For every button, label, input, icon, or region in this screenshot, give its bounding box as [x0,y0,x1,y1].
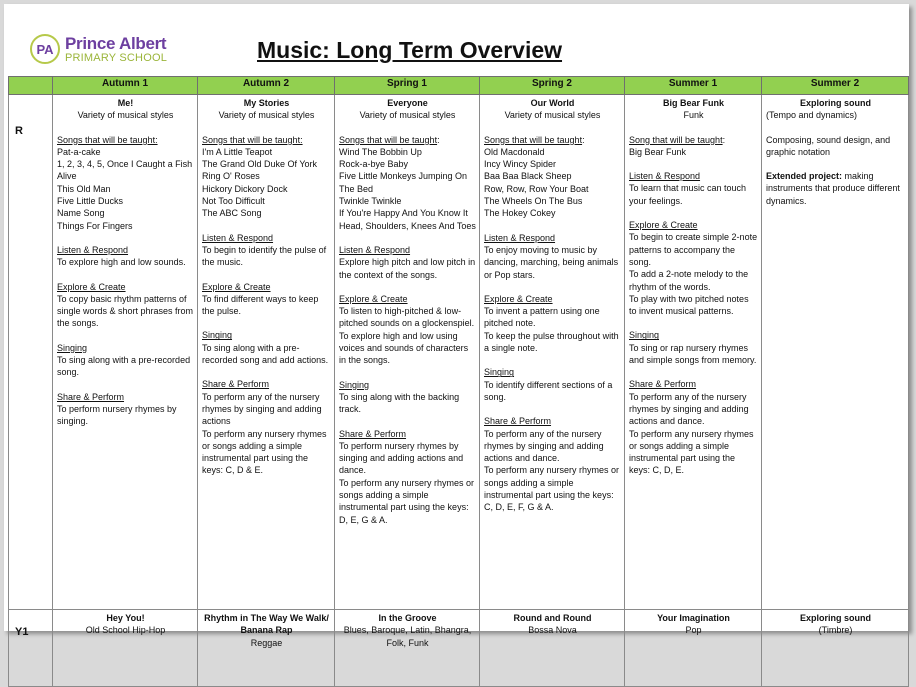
column-header-spring-1: Spring 1 [335,77,480,95]
text-line: To perform any of the nursery rhymes by singing and adding actions and dance. [484,428,604,464]
cell-y1-spring-1 [335,610,480,687]
unit-title: Big Bear Funk [662,98,724,108]
text-line: To sing along with a pre-recorded song. [57,355,191,378]
unit-title: Hey You! [106,613,145,623]
column-header-spring-2: Spring 2 [480,77,625,95]
text-line: Five Little Ducks [57,196,124,207]
cell-r-autumn-1 [53,95,198,610]
text-line: Baa Baa Black Sheep [484,171,572,182]
school-logo [30,34,167,64]
unit-title: In the Groove [378,613,437,623]
section-heading: Explore & Create [202,281,271,292]
unit-title: Exploring sound [800,613,871,623]
column-header-autumn-1: Autumn 1 [53,77,198,95]
text-line: To keep the pulse throughout with a single note. [484,330,619,354]
header-row [9,77,909,95]
text-line: Name Song [57,208,105,219]
cell-y1-autumn-1 [53,610,198,687]
text-line: To explore high and low using voices and sounds of characters in the songs. [339,330,469,366]
section-heading: Singing [339,379,370,390]
text-line: To perform nursery rhymes by singing and adding actions and dance. [339,440,464,476]
cell-r-spring-2: Our World Variety of musical styles Songs that will be taught: Old Macdonald Incy Wincy Spider Baa Baa Black Sheep Row, Row, Row Your Boat The Wheels On The Bus The Hokey Cokey Listen & Respond To enjoy moving to music by dancing, marching, being animals or Pop stars. Explore & Create To invent a pattern using one pitched note. To keep the pulse throughout with a single note. Singing To identify different sections of a song. Share & Perform To perform any of the nursery rhymes by singing and adding actions and dance. To perform any nursery rhymes or songs adding a simple instrumental part using the keys: C, D, E, F, G & A. [480,95,625,610]
unit-style: Pop [685,625,702,636]
text-line: The ABC Song [202,208,262,219]
text-line: To learn that music can touch your feelings. [629,183,747,206]
section-heading: Singing [484,367,515,378]
section-heading: Share & Perform [339,428,407,439]
document-page [4,4,909,648]
section-heading: Listen & Respond [629,171,701,182]
text-line: To sing along with a pre-recorded song and add actions. [202,342,329,366]
cell-r-summer-2 [762,95,909,610]
unit-style: Variety of musical styles [359,110,456,121]
section-heading: Listen & Respond [484,232,556,243]
section-heading: Explore & Create [629,220,698,231]
section-heading: Songs that will be taught: [202,134,303,145]
text-line: To perform any of the nursery rhymes by singing and adding actions [202,391,322,427]
cell-r-autumn-2 [198,95,335,610]
overview-table [8,76,909,687]
text-line: To perform any nursery rhymes or songs adding a simple instrumental part using the keys: C, D, E, F, G & A. [484,465,620,513]
cell-y1-summer-2 [762,610,909,687]
text-line: Things For Fingers [57,220,133,231]
unit-title: Round and Round [513,613,592,623]
unit-title: Exploring sound [800,98,871,108]
text-line: To perform any nursery rhymes or songs adding a simple instrumental part using the keys: C, D & E. [202,428,327,476]
cell-r-summer-1: Big Bear Funk Funk Song that will be taught: Big Bear Funk Listen & Respond To learn that music can touch your feelings. Explore & Create To begin to create simple 2-note patterns to accompany the song. To add a 2-note melody to the rhythm of the words. To play with two pitched notes to invent musical patterns. Singing To sing or rap nursery rhymes and simple songs from memory. Share & Perform To perform any of the nursery rhymes by singing and adding actions and dance. To perform any nursery rhymes or songs adding a simple instrumental part using the keys: C, D, E. [625,95,762,610]
section-heading: Listen & Respond [57,244,129,255]
text-line: To play with two pitched notes to invent musical patterns. [629,293,749,317]
text-line: To listen to high-pitched & low-pitched sounds on a glockenspiel. [339,306,475,329]
text-line: The Wheels On The Bus [484,196,583,207]
text-line: Big Bear Funk [629,146,687,157]
unit-style: Blues, Baroque, Latin, Bhangra, Folk, Funk [343,625,472,648]
section-heading: Listen & Respond [339,244,411,255]
page-header [4,4,909,76]
text-line: To add a 2-note melody to the rhythm of the words. [629,269,749,292]
section-heading: Share & Perform [57,391,125,402]
table-row-year-1 [9,610,909,687]
text-line: To identify different sections of a song. [484,379,613,402]
section-heading: Listen & Respond [202,232,274,243]
text-line: To invent a pattern using one pitched note. [484,306,600,329]
unit-style: (Timbre) [818,625,853,636]
unit-style: Bossa Nova [528,625,577,636]
column-header-summer-1: Summer 1 [625,77,762,95]
text-line: Not Too Difficult [202,196,265,207]
text-line: The Hokey Cokey [484,208,556,219]
text-line: To begin to create simple 2-note patterns to accompany the song. [629,232,758,267]
text-line: Incy Wincy Spider [484,159,557,170]
text-line: Explore high pitch and low pitch in the context of the songs. [339,257,476,280]
unit-title: My Stories [243,98,290,108]
text-line: Wind The Bobbin Up [339,146,422,157]
unit-title: Your Imagination [657,613,730,623]
text-line: To perform any of the nursery rhymes by singing and adding actions and dance. [629,391,749,427]
text-line: To sing along with the backing track. [339,391,460,415]
unit-style: Variety of musical styles [218,110,315,121]
text-line: To find different ways to keep the pulse. [202,293,319,317]
text-line: I'm A Little Teapot [202,146,273,157]
unit-title: Rhythm in The Way We Walk/ Banana Rap [204,613,329,636]
text-line: To explore high and low sounds. [57,257,186,268]
section-heading: Share & Perform [202,379,270,390]
column-header-corner [9,77,53,95]
column-header-autumn-2: Autumn 2 [198,77,335,95]
unit-style: (Tempo and dynamics) [766,110,858,121]
section-heading: Singing [202,330,233,341]
text-line: The Grand Old Duke Of York [202,159,318,170]
text-line: Composing, sound design, and graphic notation [766,134,891,157]
unit-style: Funk [683,110,704,121]
section-heading: Share & Perform [629,379,697,390]
section-heading: Explore & Create [339,293,408,304]
unit-title: Me! [117,98,134,108]
school-name: Prince Albert [65,33,167,53]
table-row-reception [9,95,909,610]
cell-y1-summer-1 [625,610,762,687]
text-line: Head, Shoulders, Knees And Toes [339,220,476,231]
extended-project: Extended project: making instruments that produce different dynamics. [766,171,900,206]
unit-style: Old School Hip-Hop [85,625,166,636]
unit-style: Variety of musical styles [77,110,174,121]
cell-r-spring-1: Everyone Variety of musical styles Songs that will be taught: Wind The Bobbin Up Rock-a-bye Baby Five Little Monkeys Jumping On The Bed Twinkle Twinkle If You're Happy And You Know It Head, Shoulders, Knees And Toes Listen & Respond Explore high pitch and low pitch in the context of the songs. Explore & Create To listen to high-pitched & low-pitched sounds on a glockenspiel. To explore high and low using voices and sounds of characters in the songs. Singing To sing along with the backing track. Share & Perform To perform nursery rhymes by singing and adding actions and dance. To perform any nursery rhymes or songs adding a simple instrumental part using the keys: D, E, G & A. [335,95,480,610]
text-line: Five Little Monkeys Jumping On The Bed [339,171,468,194]
text-line: 1, 2, 3, 4, 5, Once I Caught a Fish Alive [57,159,193,182]
section-heading: Explore & Create [57,281,126,292]
cell-y1-spring-2 [480,610,625,687]
unit-style: Variety of musical styles [504,110,601,121]
section-heading: Share & Perform [484,416,552,427]
unit-style: Reggae [250,637,283,648]
section-heading: Explore & Create [484,293,553,304]
section-heading: Songs that will be taught: [57,134,158,145]
section-heading: Singing [629,330,660,341]
column-header-summer-2: Summer 2 [762,77,909,95]
text-line: To sing or rap nursery rhymes and simple songs from memory. [629,342,757,366]
cell-y1-autumn-2 [198,610,335,687]
text-line: To perform any nursery rhymes or songs adding a simple instrumental part using the keys: D, E, G & A. [339,477,475,525]
text-line: Rock-a-bye Baby [339,159,409,170]
text-line: To copy basic rhythm patterns of single words & short phrases from the songs. [57,293,194,329]
section-heading: Singing [57,342,88,353]
text-line: Row, Row, Row Your Boat [484,183,589,194]
text-line: To begin to identify the pulse of the music. [202,244,327,268]
page-title: Music: Long Term Overview [257,37,563,63]
text-line: To perform nursery rhymes by singing. [57,403,177,427]
text-line: If You're Happy And You Know It [339,208,468,219]
text-line: Twinkle Twinkle [339,196,402,207]
text-line: Pat-a-cake [57,146,101,157]
section-heading: Songs that will be taught [339,134,438,145]
row-label-r: R [9,95,53,610]
section-heading: Songs that will be taught [484,134,583,145]
text-line: Hickory Dickory Dock [202,183,288,194]
text-line: This Old Man [57,183,111,194]
text-line: To enjoy moving to music by dancing, marching, being animals or Pop stars. [484,244,619,280]
text-line: Old Macdonald [484,146,545,157]
text-line: Ring O' Roses [202,171,260,182]
text-line: To perform any nursery rhymes or songs adding a simple instrumental part using the keys: C, D, E. [629,428,754,476]
section-heading: Song that will be taught [629,134,723,145]
unit-title: Everyone [387,98,428,108]
row-label-y1: Y1 [9,610,53,687]
unit-title: Our World [530,98,575,108]
logo-mark: PA [30,34,60,64]
school-subtitle: PRIMARY SCHOOL [65,51,168,64]
